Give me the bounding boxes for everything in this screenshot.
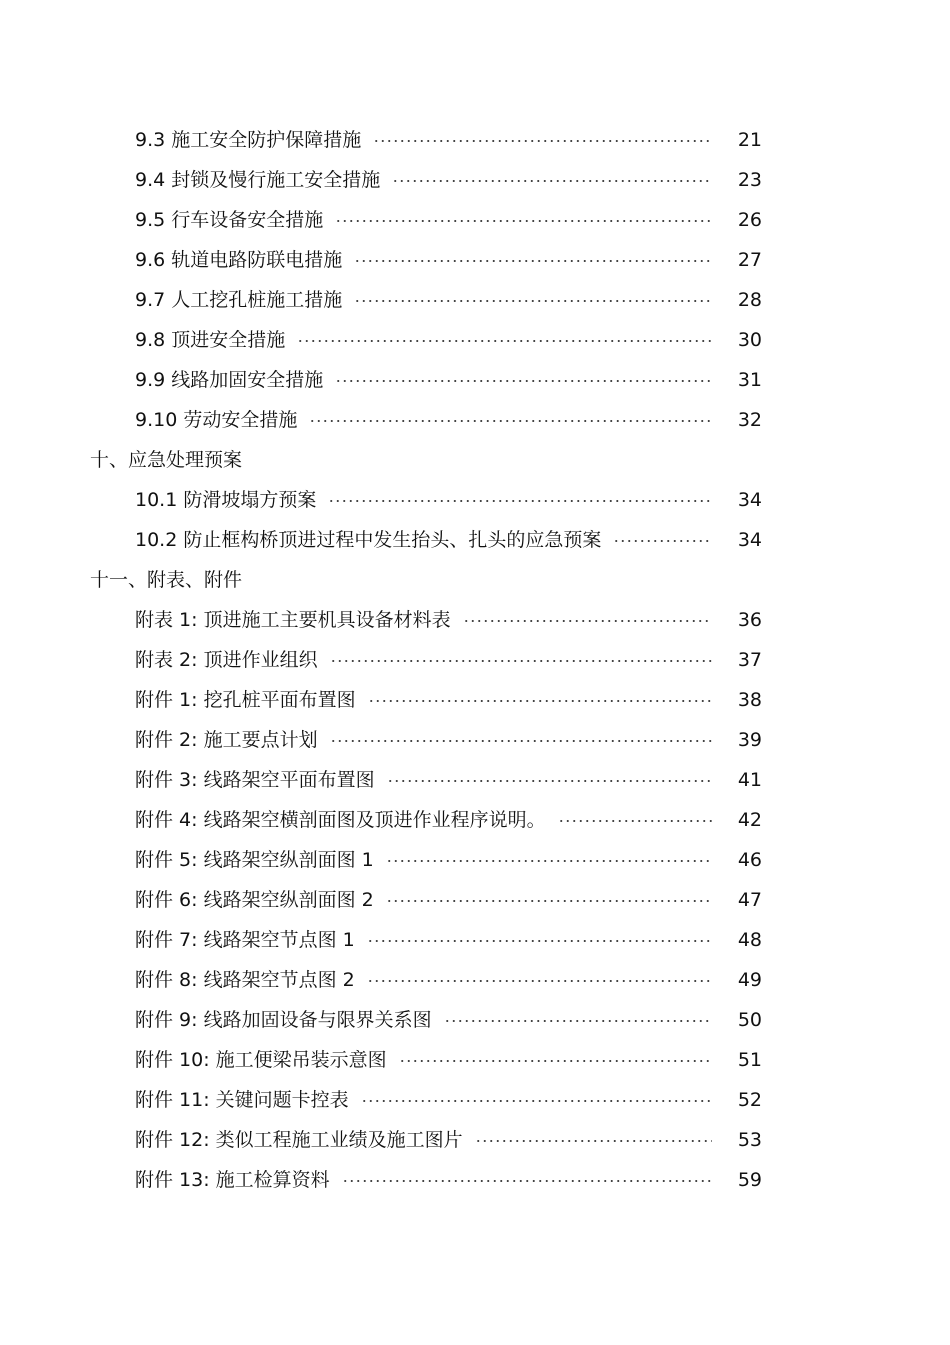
- toc-page-number: 34: [737, 529, 762, 551]
- toc-entry: [0, 520, 950, 560]
- toc-page-number: 26: [737, 209, 762, 231]
- toc-page-number: 37: [737, 649, 762, 671]
- toc-entry: [0, 1080, 950, 1120]
- toc-dot-leader: [386, 859, 712, 863]
- toc-dot-leader: [330, 659, 712, 663]
- toc-entry-label: 10.2 防止框构桥顶进过程中发生抬头、扎头的应急预案: [135, 529, 602, 551]
- toc-entry-label: 9.5 行车设备安全措施: [135, 209, 324, 231]
- toc-entry-label: 十、应急处理预案: [90, 449, 243, 471]
- toc-dot-leader: [613, 539, 712, 543]
- toc-entry: [0, 880, 950, 920]
- toc-page-number: 53: [737, 1129, 762, 1151]
- toc-entry-label: 附表 2: 顶进作业组织: [135, 649, 318, 671]
- toc-entry: [0, 240, 950, 280]
- toc-entry: [0, 1120, 950, 1160]
- toc-dot-leader: [367, 939, 712, 943]
- toc-dot-leader: [367, 979, 712, 983]
- toc-entry: [0, 640, 950, 680]
- toc-entry: [0, 600, 950, 640]
- toc-entry-label: 附件 11: 关键问题卡控表: [135, 1089, 349, 1111]
- toc-page-number: 27: [737, 249, 762, 271]
- toc-page-number: 31: [737, 369, 762, 391]
- toc-page-number: 46: [737, 849, 762, 871]
- toc-page-number: 51: [737, 1049, 762, 1071]
- toc-entry: [0, 280, 950, 320]
- toc-entry-label: 附件 13: 施工检算资料: [135, 1169, 330, 1191]
- toc-dot-leader: [309, 419, 712, 423]
- toc-page-number: 47: [737, 889, 762, 911]
- toc-entry: [0, 680, 950, 720]
- toc-dot-leader: [330, 739, 712, 743]
- toc-page-number: 34: [737, 489, 762, 511]
- toc-entry: [0, 800, 950, 840]
- toc-dot-leader: [354, 259, 712, 263]
- toc-entry-label: 附件 6: 线路架空纵剖面图 2: [135, 889, 374, 911]
- toc-entry-label: 附件 3: 线路架空平面布置图: [135, 769, 375, 791]
- toc-page-number: 28: [737, 289, 762, 311]
- toc-page-number: 52: [737, 1089, 762, 1111]
- toc-section-heading: [0, 560, 950, 600]
- toc-entry-label: 10.1 防滑坡塌方预案: [135, 489, 317, 511]
- toc-dot-leader: [373, 139, 712, 143]
- toc-entry: [0, 720, 950, 760]
- toc-dot-leader: [558, 819, 712, 823]
- toc-entry-label: 附件 10: 施工便梁吊装示意图: [135, 1049, 387, 1071]
- toc-entry: [0, 480, 950, 520]
- toc-page-number: 48: [737, 929, 762, 951]
- toc-entry-label: 附件 9: 线路加固设备与限界关系图: [135, 1009, 432, 1031]
- toc-dot-leader: [392, 179, 712, 183]
- toc-dot-leader: [354, 299, 712, 303]
- toc-entry-label: 附件 5: 线路架空纵剖面图 1: [135, 849, 374, 871]
- toc-page-number: 36: [737, 609, 762, 631]
- toc-dot-leader: [444, 1019, 712, 1023]
- toc-dot-leader: [342, 1179, 712, 1183]
- toc-page-number: 30: [737, 329, 762, 351]
- toc-entry: [0, 400, 950, 440]
- toc-entry-label: 十一、附表、附件: [90, 569, 243, 591]
- toc-entry: [0, 320, 950, 360]
- toc-page-number: 59: [737, 1169, 762, 1191]
- toc-entry-label: 附件 7: 线路架空节点图 1: [135, 929, 355, 951]
- toc-entry-label: 9.6 轨道电路防联电措施: [135, 249, 343, 271]
- toc-dot-leader: [386, 899, 712, 903]
- toc-entry-label: 附件 4: 线路架空横剖面图及顶进作业程序说明。: [135, 809, 546, 831]
- toc-entry: [0, 920, 950, 960]
- toc-dot-leader: [475, 1139, 712, 1143]
- toc-entry: [0, 1160, 950, 1200]
- toc-entry: [0, 120, 950, 160]
- toc-page-number: 50: [737, 1009, 762, 1031]
- toc-entry: [0, 200, 950, 240]
- toc-entry-label: 附件 12: 类似工程施工业绩及施工图片: [135, 1129, 463, 1151]
- toc-entry: [0, 960, 950, 1000]
- toc-entry-label: 附件 8: 线路架空节点图 2: [135, 969, 355, 991]
- toc-entry: [0, 160, 950, 200]
- toc-entry-label: 9.7 人工挖孔桩施工措施: [135, 289, 343, 311]
- toc-dot-leader: [335, 379, 712, 383]
- toc-dot-leader: [297, 339, 712, 343]
- toc-entry: [0, 1040, 950, 1080]
- toc-entry: [0, 1000, 950, 1040]
- toc-dot-leader: [368, 699, 712, 703]
- toc-entry-label: 附件 2: 施工要点计划: [135, 729, 318, 751]
- toc-dot-leader: [463, 619, 712, 623]
- toc-entry-label: 9.8 顶进安全措施: [135, 329, 286, 351]
- toc-dot-leader: [361, 1099, 712, 1103]
- toc-page-number: 49: [737, 969, 762, 991]
- toc-entry: [0, 840, 950, 880]
- toc-entry: [0, 760, 950, 800]
- toc-page-number: 38: [737, 689, 762, 711]
- toc-page-number: 41: [737, 769, 762, 791]
- toc-page-number: 39: [737, 729, 762, 751]
- toc-dot-leader: [335, 219, 712, 223]
- toc-section-heading: [0, 440, 950, 480]
- toc-entry-label: 9.10 劳动安全措施: [135, 409, 298, 431]
- toc-page-number: 23: [737, 169, 762, 191]
- toc-entry-label: 附表 1: 顶进施工主要机具设备材料表: [135, 609, 451, 631]
- toc-entry-label: 9.3 施工安全防护保障措施: [135, 129, 362, 151]
- toc-entry-label: 附件 1: 挖孔桩平面布置图: [135, 689, 356, 711]
- toc-page-number: 32: [737, 409, 762, 431]
- toc-entry-label: 9.4 封锁及慢行施工安全措施: [135, 169, 381, 191]
- toc-dot-leader: [387, 779, 712, 783]
- toc-dot-leader: [399, 1059, 712, 1063]
- toc-entry-label: 9.9 线路加固安全措施: [135, 369, 324, 391]
- toc-entry: [0, 360, 950, 400]
- toc-page-number: 42: [737, 809, 762, 831]
- toc-page-number: 21: [737, 129, 762, 151]
- toc-dot-leader: [328, 499, 712, 503]
- table-of-contents: [0, 120, 950, 1200]
